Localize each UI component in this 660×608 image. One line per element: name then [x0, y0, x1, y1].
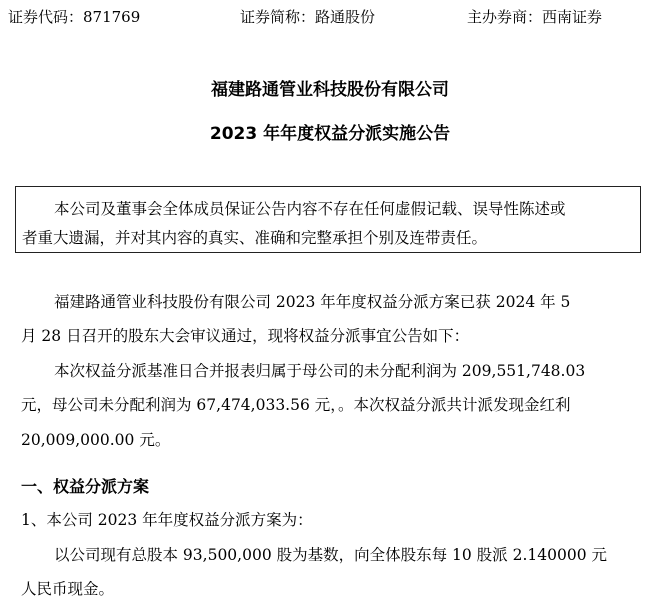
notice-title: 2023 年年度权益分派实施公告: [209, 124, 451, 144]
section-1-item-1-line-2: 人民币现金。: [21, 580, 115, 598]
section-1-item-1: 1、本公司 2023 年年度权益分派方案为：: [21, 511, 313, 529]
security-short-name: 证券简称：路通股份: [240, 8, 376, 26]
paragraph-2-line-2: 元，母公司未分配利润为 67,474,033.56 元，。本次权益分派共计派发现金红利: [21, 396, 571, 414]
paragraph-2-line-3: 20,009,000.00 元。: [21, 431, 171, 449]
disclaimer-line-1: 本公司及董事会全体成员保证公告内容不存在任何虚假记载、误导性陈述或: [54, 200, 566, 218]
sponsor-broker: 主办券商：西南证券: [467, 8, 603, 26]
company-title: 福建路通管业科技股份有限公司: [211, 80, 449, 100]
section-1-item-1-line-1: 以公司现有总股本 93,500,000 股为基数，向全体股东每 10 股派 2.140000 元: [54, 546, 607, 564]
section-1-heading: 一、权益分派方案: [21, 477, 150, 496]
paragraph-1-line-1: 福建路通管业科技股份有限公司 2023 年年度权益分派方案已获 2024 年 5: [54, 293, 571, 311]
disclaimer-line-2: 者重大遗漏，并对其内容的真实、准确和完整承担个别及连带责任。: [22, 229, 488, 247]
paragraph-1-line-2: 月 28 日召开的股东大会审议通过，现将权益分派事宜公告如下：: [21, 327, 470, 345]
paragraph-2-line-1: 本次权益分派基准日合并报表归属于母公司的未分配利润为 209,551,748.03: [54, 362, 586, 380]
security-code: 证券代码：871769: [8, 8, 141, 26]
disclaimer-box: [15, 186, 641, 253]
